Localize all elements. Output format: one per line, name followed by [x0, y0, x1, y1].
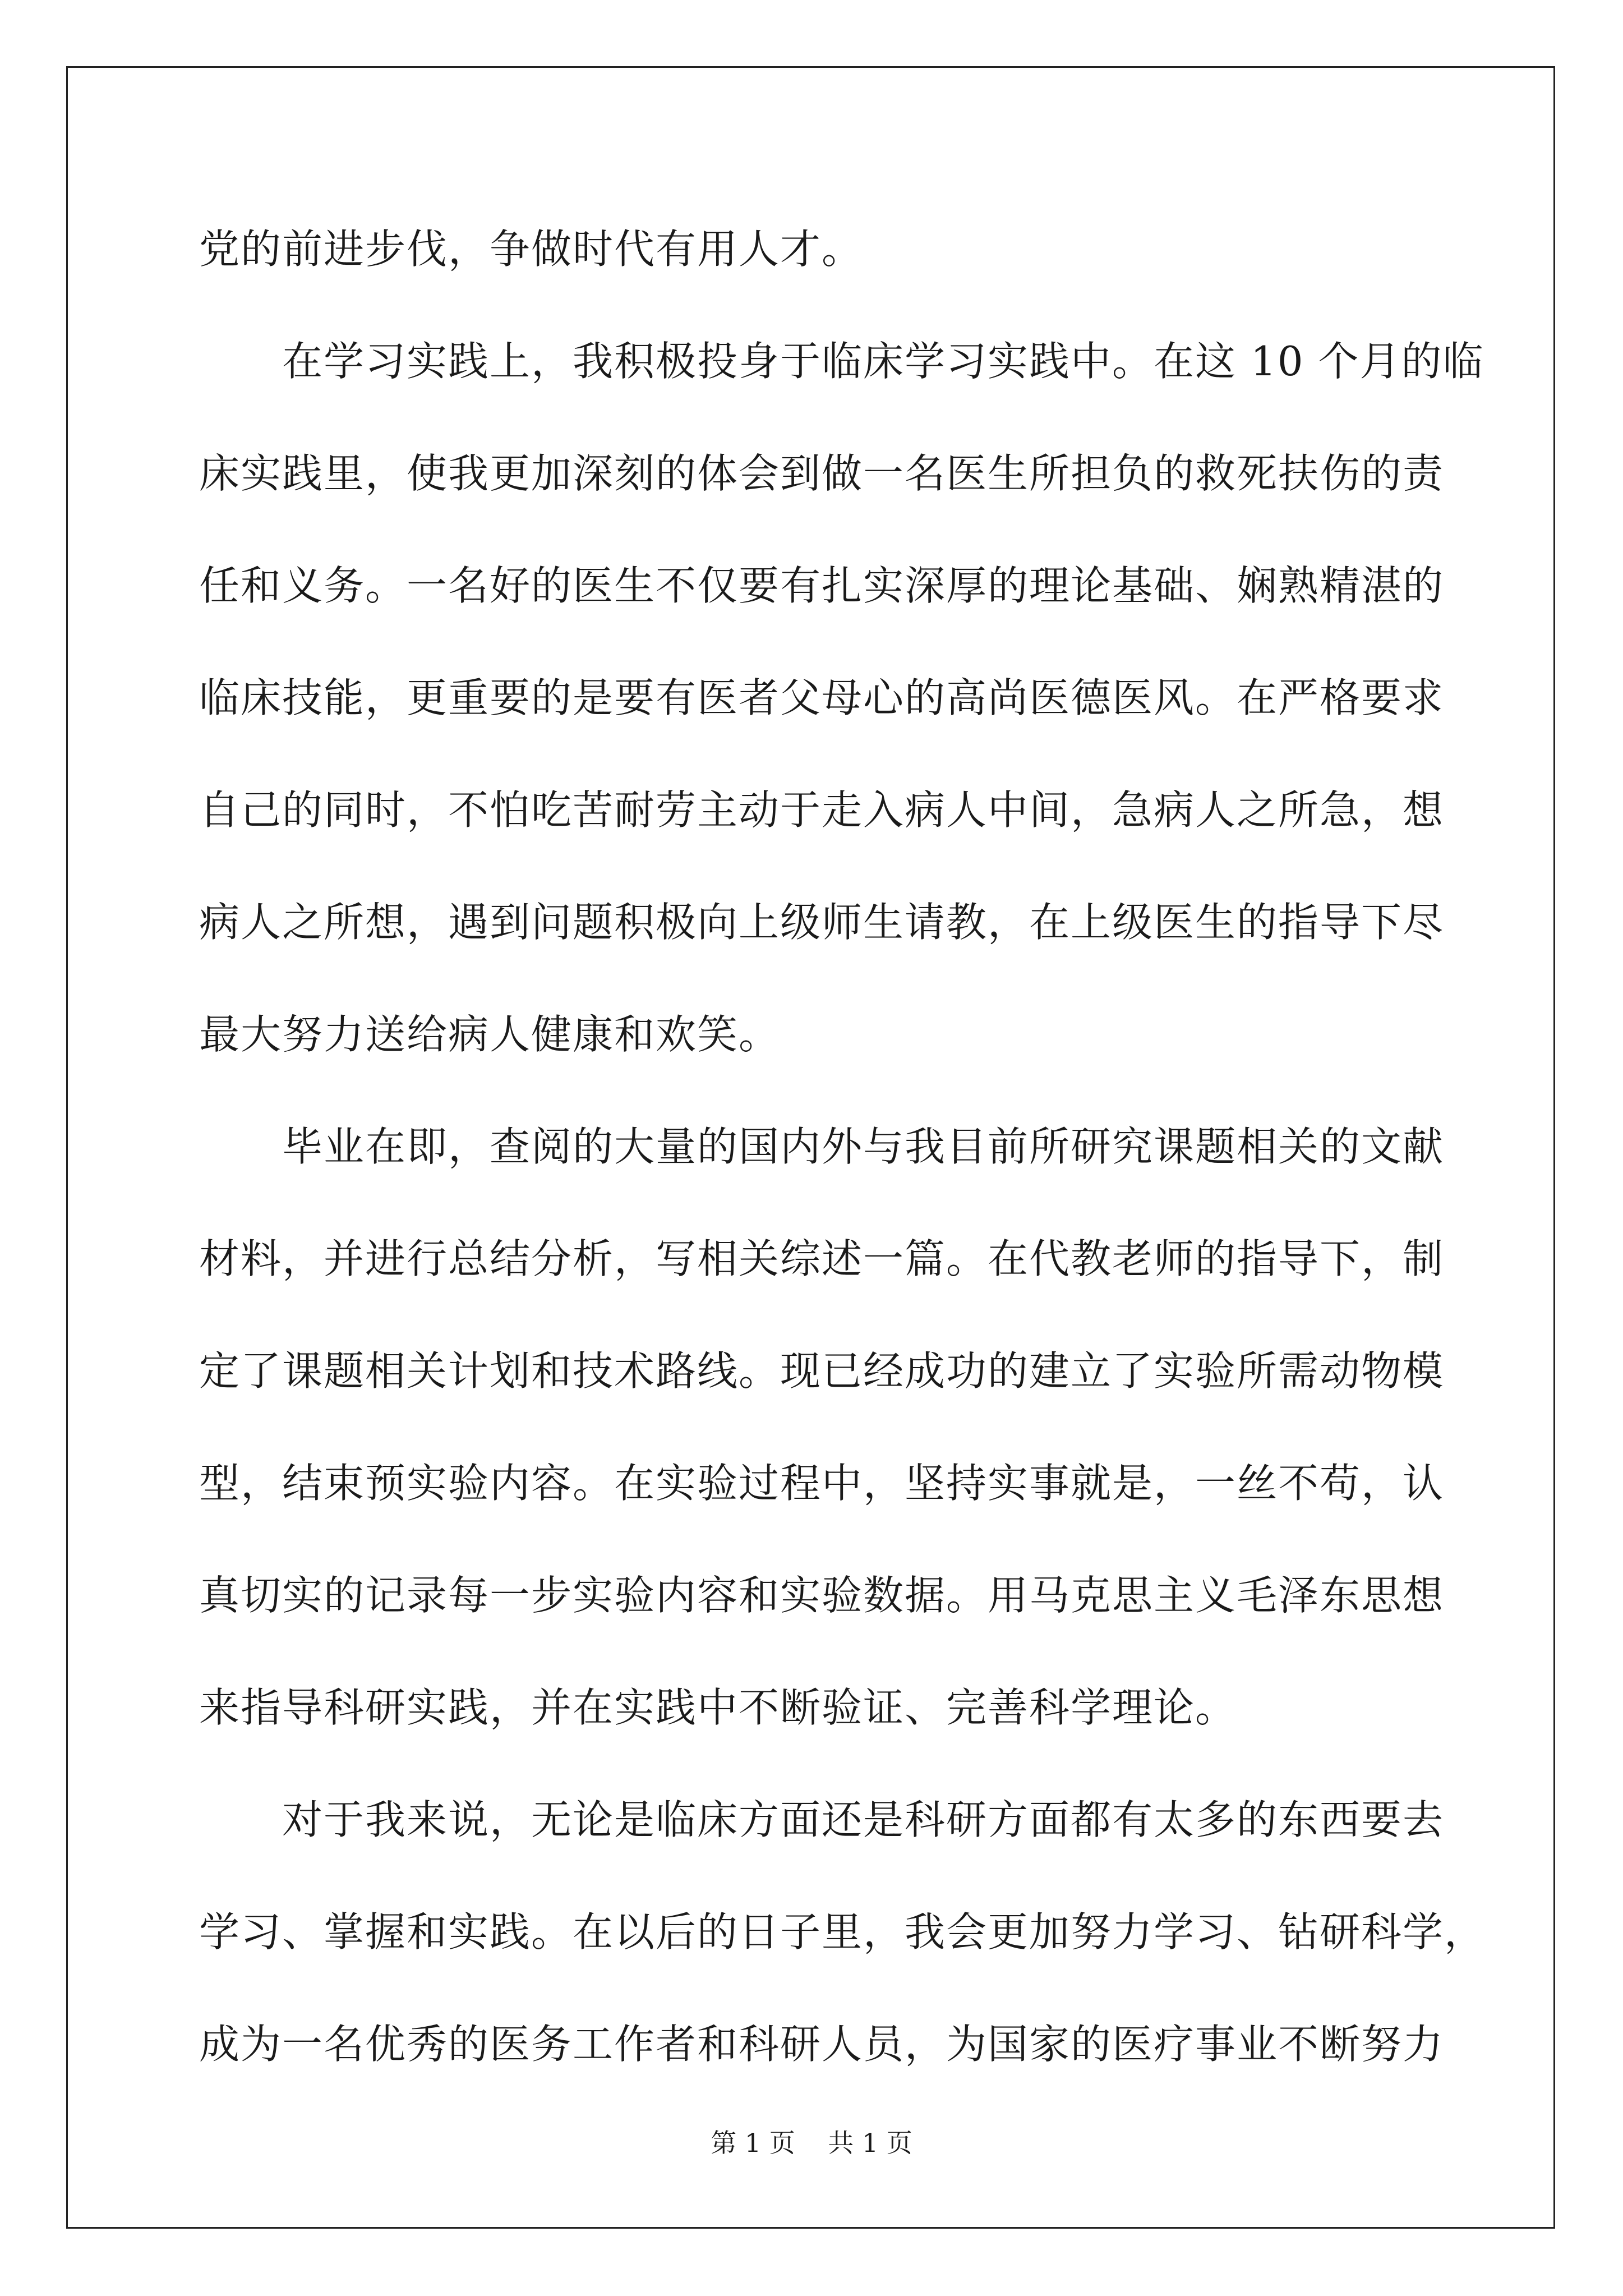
- text-line: 对于我来说，无论是临床方面还是科研方面都有太多的东西要去: [282, 1796, 1445, 1843]
- page-number-footer: 第 1 页 共 1 页: [711, 2128, 912, 2158]
- document-body: [199, 193, 1486, 2100]
- text-line: 型，结束预实验内容。在实验过程中，坚持实事就是，一丝不苟，认: [199, 1460, 1445, 1507]
- text-line: 病人之所想，遇到问题积极向上级师生请教，在上级医生的指导下尽: [199, 899, 1445, 946]
- text-line: 在学习实践上，我积极投身于临床学习实践中。在这 10 个月的临: [282, 338, 1484, 385]
- text-line: 材料，并进行总结分析，写相关综述一篇。在代教老师的指导下，制: [199, 1235, 1445, 1282]
- text-line: 来指导科研实践，并在实践中不断验证、完善科学理论。: [199, 1684, 1237, 1731]
- text-line: 自己的同时，不怕吃苦耐劳主动于走入病人中间，急病人之所急，想: [199, 786, 1445, 834]
- text-line: 定了课题相关计划和技术路线。现已经成功的建立了实验所需动物模: [199, 1347, 1445, 1395]
- text-line: 真切实的记录每一步实验内容和实验数据。用马克思主义毛泽东思想: [199, 1572, 1445, 1619]
- text-line: 党的前进步伐，争做时代有用人才。: [199, 226, 864, 273]
- text-line: 毕业在即，查阅的大量的国内外与我目前所研究课题相关的文献: [282, 1123, 1445, 1170]
- text-line: 最大努力送给病人健康和欢笑。: [199, 1011, 781, 1058]
- text-line: 临床技能，更重要的是要有医者父母心的高尚医德医风。在严格要求: [199, 674, 1445, 721]
- text-line: 成为一名优秀的医务工作者和科研人员，为国家的医疗事业不断努力: [199, 2021, 1445, 2068]
- text-line: 任和义务。一名好的医生不仅要有扎实深厚的理论基础、娴熟精湛的: [199, 562, 1445, 609]
- text-line: 学习、掌握和实践。在以后的日子里，我会更加努力学习、钻研科学，: [199, 1908, 1486, 1955]
- text-line: 床实践里，使我更加深刻的体会到做一名医生所担负的救死扶伤的责: [199, 450, 1445, 497]
